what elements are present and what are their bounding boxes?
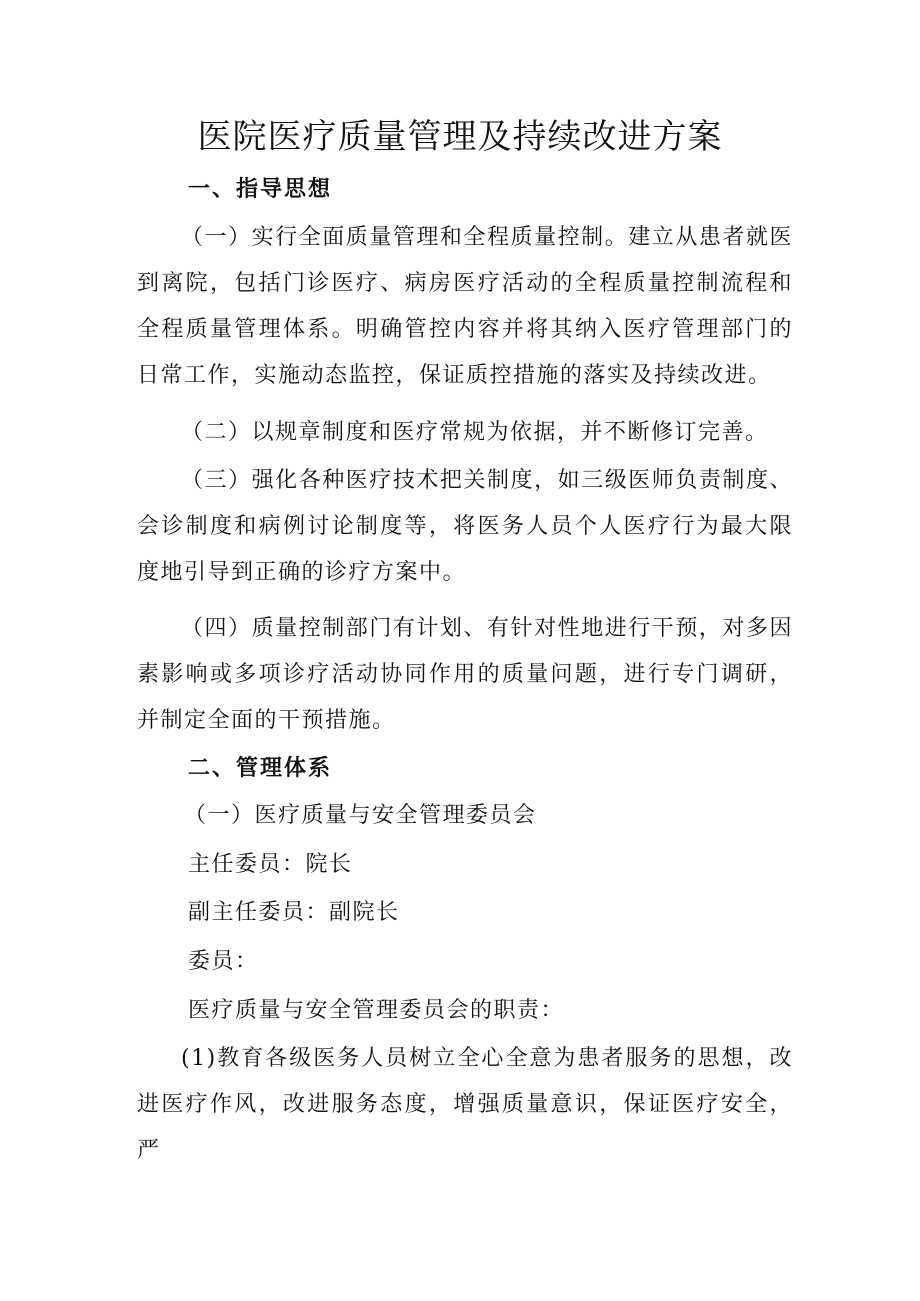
duty-item-1: (1)教育各级医务人员树立全心全意为患者服务的思想，改进医疗作风，改进服务态度，增强质量意识，保证医疗安全，严 bbox=[137, 1046, 793, 1163]
deputy-line: 副主任委员：副院长 bbox=[188, 900, 400, 925]
paragraph-1: （一）实行全面质量管理和全程质量控制。建立从患者就医到离院，包括门诊医疗、病房医疗活动的全程质量控制流程和全程质量管理体系。明确管控内容并将其纳入医疗管理部门的日常工作，实施动态监控，保证质控措施的落实及持续改进。 bbox=[137, 225, 793, 388]
document-title: 医院医疗质量管理及持续改进方案 bbox=[197, 117, 723, 157]
committee-name: （一）医疗质量与安全管理委员会 bbox=[184, 803, 537, 828]
section-heading-guiding-ideology: 一、指导思想 bbox=[188, 177, 333, 202]
paragraph-4: （四）质量控制部门有计划、有针对性地进行干预，对多因素影响或多项诊疗活动协同作用的质量问题，进行专门调研，并制定全面的干预措施。 bbox=[137, 616, 793, 733]
members-line: 委员： bbox=[188, 949, 259, 974]
duties-label: 医疗质量与安全管理委员会的职责： bbox=[188, 998, 565, 1023]
paragraph-3: （三）强化各种医疗技术把关制度，如三级医师负责制度、会诊制度和病例讨论制度等，将医务人员个人医疗行为最大限度地引导到正确的诊疗方案中。 bbox=[137, 468, 793, 585]
section-heading-management-system: 二、管理体系 bbox=[188, 756, 333, 781]
director-line: 主任委员：院长 bbox=[188, 852, 353, 877]
paragraph-2: （二）以规章制度和医疗常规为依据，并不断修订完善。 bbox=[181, 420, 769, 445]
